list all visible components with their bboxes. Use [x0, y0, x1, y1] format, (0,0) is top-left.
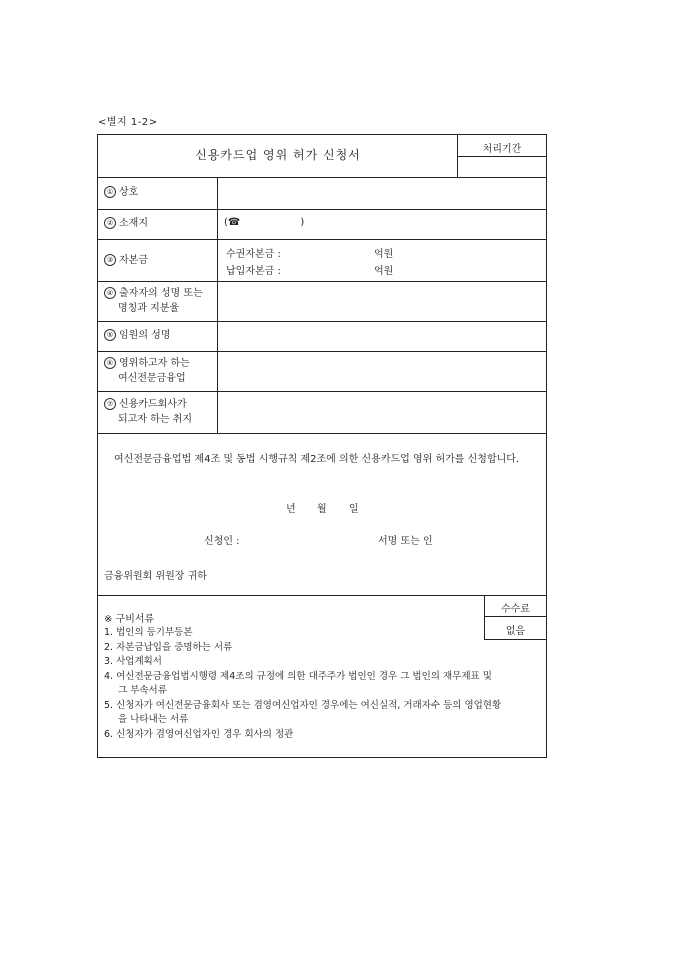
paid-capital-unit: 억원: [374, 266, 394, 277]
field-label: 임원의 성명: [119, 330, 171, 341]
location-value[interactable]: [224, 217, 304, 228]
field-business-label: [104, 356, 190, 386]
trade-name-value[interactable]: [220, 181, 542, 205]
processing-divider: [457, 156, 546, 157]
purpose-value[interactable]: [220, 395, 542, 429]
field-number: ⑦: [104, 398, 116, 410]
business-value[interactable]: [220, 355, 542, 387]
field-trade-name-label: [104, 185, 138, 200]
field-number: ⑤: [104, 329, 116, 341]
officers-value[interactable]: [220, 325, 542, 347]
processing-period-value[interactable]: [458, 159, 546, 175]
document-item: 6. 신청자가 겸영여신업자인 경우 회사의 정관: [104, 728, 294, 740]
phone-open: (☎: [224, 217, 241, 228]
authorized-capital-label: 수권자본금 :: [226, 249, 281, 260]
field-number: ②: [104, 217, 116, 229]
required-documents-list: [104, 626, 504, 742]
document-item: 1. 법인의 등기부등본: [104, 627, 193, 638]
applicant-input[interactable]: [250, 529, 370, 545]
row-divider: [98, 177, 546, 178]
fee-divider-horizontal: [484, 616, 546, 617]
row-divider: [98, 391, 546, 392]
shareholders-value[interactable]: [220, 285, 542, 317]
label-column-divider: [217, 177, 218, 433]
required-documents-title: ※ 구비서류: [104, 614, 155, 625]
row-divider: [98, 321, 546, 322]
annex-label: <별지 1-2>: [98, 117, 158, 128]
phone-close: ): [300, 217, 305, 228]
date-year: 년: [286, 504, 296, 515]
application-statement: 여신전문금융업법 제4조 및 동법 시행규칙 제2조에 의한 신용카드업 영위 허가를 신청합니다.: [114, 454, 520, 465]
row-divider: [98, 209, 546, 210]
date-month: 월: [317, 504, 327, 515]
field-number: ③: [104, 254, 116, 266]
field-label-line2: 명칭과 지분율: [118, 303, 180, 314]
processing-period-label: 처리기간: [482, 144, 522, 155]
document-item: 5. 신청자가 여신전문금융회사 또는 겸영여신업자인 경우에는 여신실적, 거래자수 등의 영업현황을 나타내는 서류: [104, 699, 502, 725]
document-item: 2. 자본금납입을 증명하는 서류: [104, 641, 233, 653]
application-form: [97, 134, 547, 758]
field-location-label: [104, 216, 148, 231]
field-officers-label: [104, 328, 170, 343]
row-divider: [98, 351, 546, 352]
document-item: 3. 사업계획서: [104, 656, 162, 667]
field-number: ①: [104, 186, 116, 198]
field-number: ⑥: [104, 357, 116, 369]
row-divider: [98, 239, 546, 240]
field-label-line1: 출자자의 성명 또는: [119, 288, 203, 299]
row-divider: [98, 281, 546, 282]
authorized-capital-unit: 억원: [374, 249, 394, 260]
field-number: ④: [104, 287, 116, 299]
addressee: 금융위원회 위원장 귀하: [104, 571, 207, 582]
date-day: 일: [349, 504, 359, 515]
field-label: 상호: [119, 187, 139, 198]
field-shareholders-label: [104, 286, 203, 316]
section-divider: [98, 595, 546, 596]
paid-capital-label: 납입자본금 :: [226, 266, 281, 277]
row-divider: [98, 433, 546, 434]
field-capital-label: [104, 253, 148, 268]
field-label: 자본금: [119, 255, 148, 266]
document-item: 4. 여신전문금융업법시행령 제4조의 규정에 의한 대주주가 법인인 경우 그 법인의 재무제표 및 그 부속서류: [104, 670, 492, 696]
field-label: 소재지: [119, 218, 148, 229]
form-title: 신용카드업 영위 허가 신청서: [195, 148, 361, 162]
field-label-line1: 영위하고자 하는: [119, 358, 190, 369]
field-label-line2: 여신전문금융업: [118, 373, 186, 384]
field-purpose-label: [104, 397, 192, 427]
applicant-label: 신청인 :: [204, 536, 240, 547]
field-label-line1: 신용카드회사가: [119, 399, 187, 410]
fee-value: 없음: [505, 626, 526, 637]
fee-label: 수수료: [501, 604, 530, 615]
field-label-line2: 되고자 하는 취지: [118, 414, 192, 425]
signature-label: 서명 또는 인: [378, 536, 433, 547]
